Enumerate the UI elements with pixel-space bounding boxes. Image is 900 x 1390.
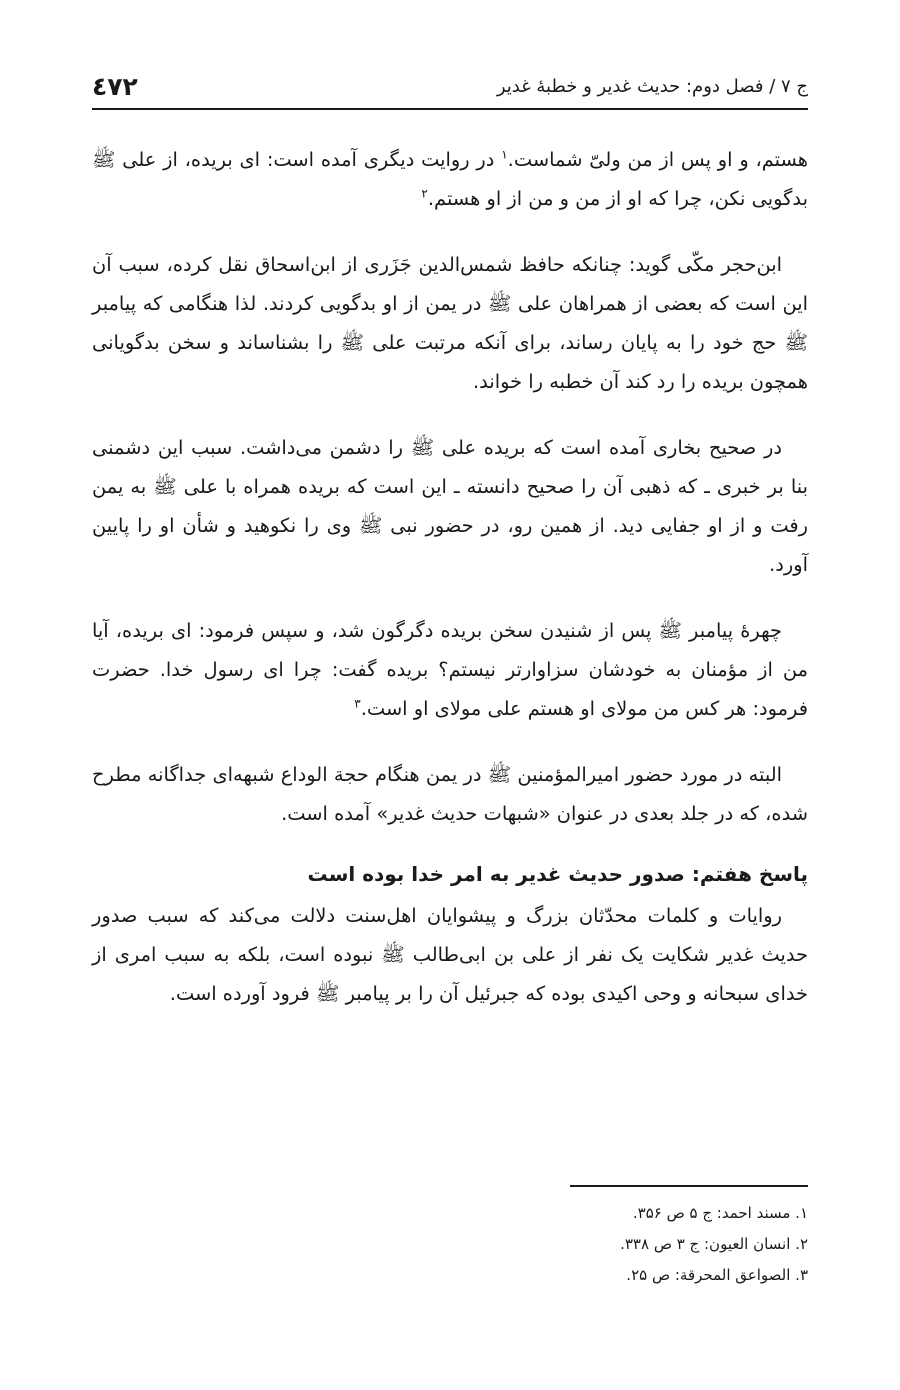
paragraph-4-text: چهرهٔ پیامبر ﷺ پس از شنیدن سخن بریده دگرگون شد، و سپس فرمود: ای بریده، آیا من از مؤمنان به خودشان سزاوارتر نیستم؟ بریده گفت: چرا ای رسول خدا. حضرت فرمود: هر کس من مولای او هستم علی مولای او است. [92,619,808,720]
paragraph-1-text-b: در روایت دیگری آمده است: ای بریده، از علی ﷺ بدگویی نکن، چرا که او از من و من از او هستم. [92,148,808,210]
paragraph-2: ابن‌حجر مکّی گوید: چنانکه حافظ شمس‌الدین جَزَری از ابن‌اسحاق نقل کرده، سبب آن این است که بعضی از همراهان علی ﷺ در یمن از او بدگویی کردند. لذا هنگامی که پیامبر ﷺ حج خود را به پایان رساند، برای آنکه مرتبت علی ﷺ را بشناساند و سخن بدگویانی همچون بریده را رد کند آن خطبه را خواند. [92,253,808,393]
footnote-ref-3: ۳ [354,696,361,711]
paragraph-3: در صحیح بخاری آمده است که بریده علی ﷺ را دشمن می‌داشت. سبب این دشمنی بنا بر خبری ـ که ذهبی آن را صحیح دانسته ـ این است که بریده همراه با علی ﷺ به یمن رفت و از او جفایی دید. از همین رو، در حضور نبی ﷺ وی را نکوهید و شأن او را پایین آورد. [92,436,808,576]
section-heading: پاسخ هفتم: صدور حدیث غدیر به امر خدا بوده است [307,862,808,886]
page-body [92,140,808,1040]
footnote-3: ۳. الصواعق المحرقة: ص ۲۵. [626,1266,808,1284]
page-header [92,64,808,110]
paragraph-4 [92,611,808,728]
footnote-ref-2: ۲ [421,186,428,201]
running-head: ج ۷ / فصل دوم: حدیث غدیر و خطبهٔ غدیر [496,75,808,97]
paragraph-5: البته در مورد حضور امیرالمؤمنین ﷺ در یمن هنگام حجة الوداع شبهه‌ای جداگانه مطرح شده، که در جلد بعدی در عنوان «شبهات حدیث غدیر» آمده است. [92,763,808,825]
section-paragraph: روایات و کلمات محدّثان بزرگ و پیشوایان اهل‌سنت دلالت می‌کند که سبب صدور حدیث غدیر شکایت یک نفر از علی بن ابی‌طالب ﷺ نبوده است، بلکه به سبب امری از خدای سبحانه و وحی اکیدی بوده که جبرئیل آن را بر پیامبر ﷺ فرود آورده است. [92,904,808,1005]
page-number: ٤٧٢ [92,71,138,101]
footnote-divider [570,1185,808,1187]
paragraph-1 [92,140,808,218]
footnote-2: ۲. انسان العیون: ج ۳ ص ۳۳۸. [620,1235,808,1253]
paragraph-1-text-a: هستم، و او پس از من ولیّ شماست. [507,148,808,171]
footnote-ref-1: ۱ [501,147,508,162]
footnotes [92,1198,808,1291]
footnote-1: ۱. مسند احمد: ج ۵ ص ۳۵۶. [632,1204,808,1222]
